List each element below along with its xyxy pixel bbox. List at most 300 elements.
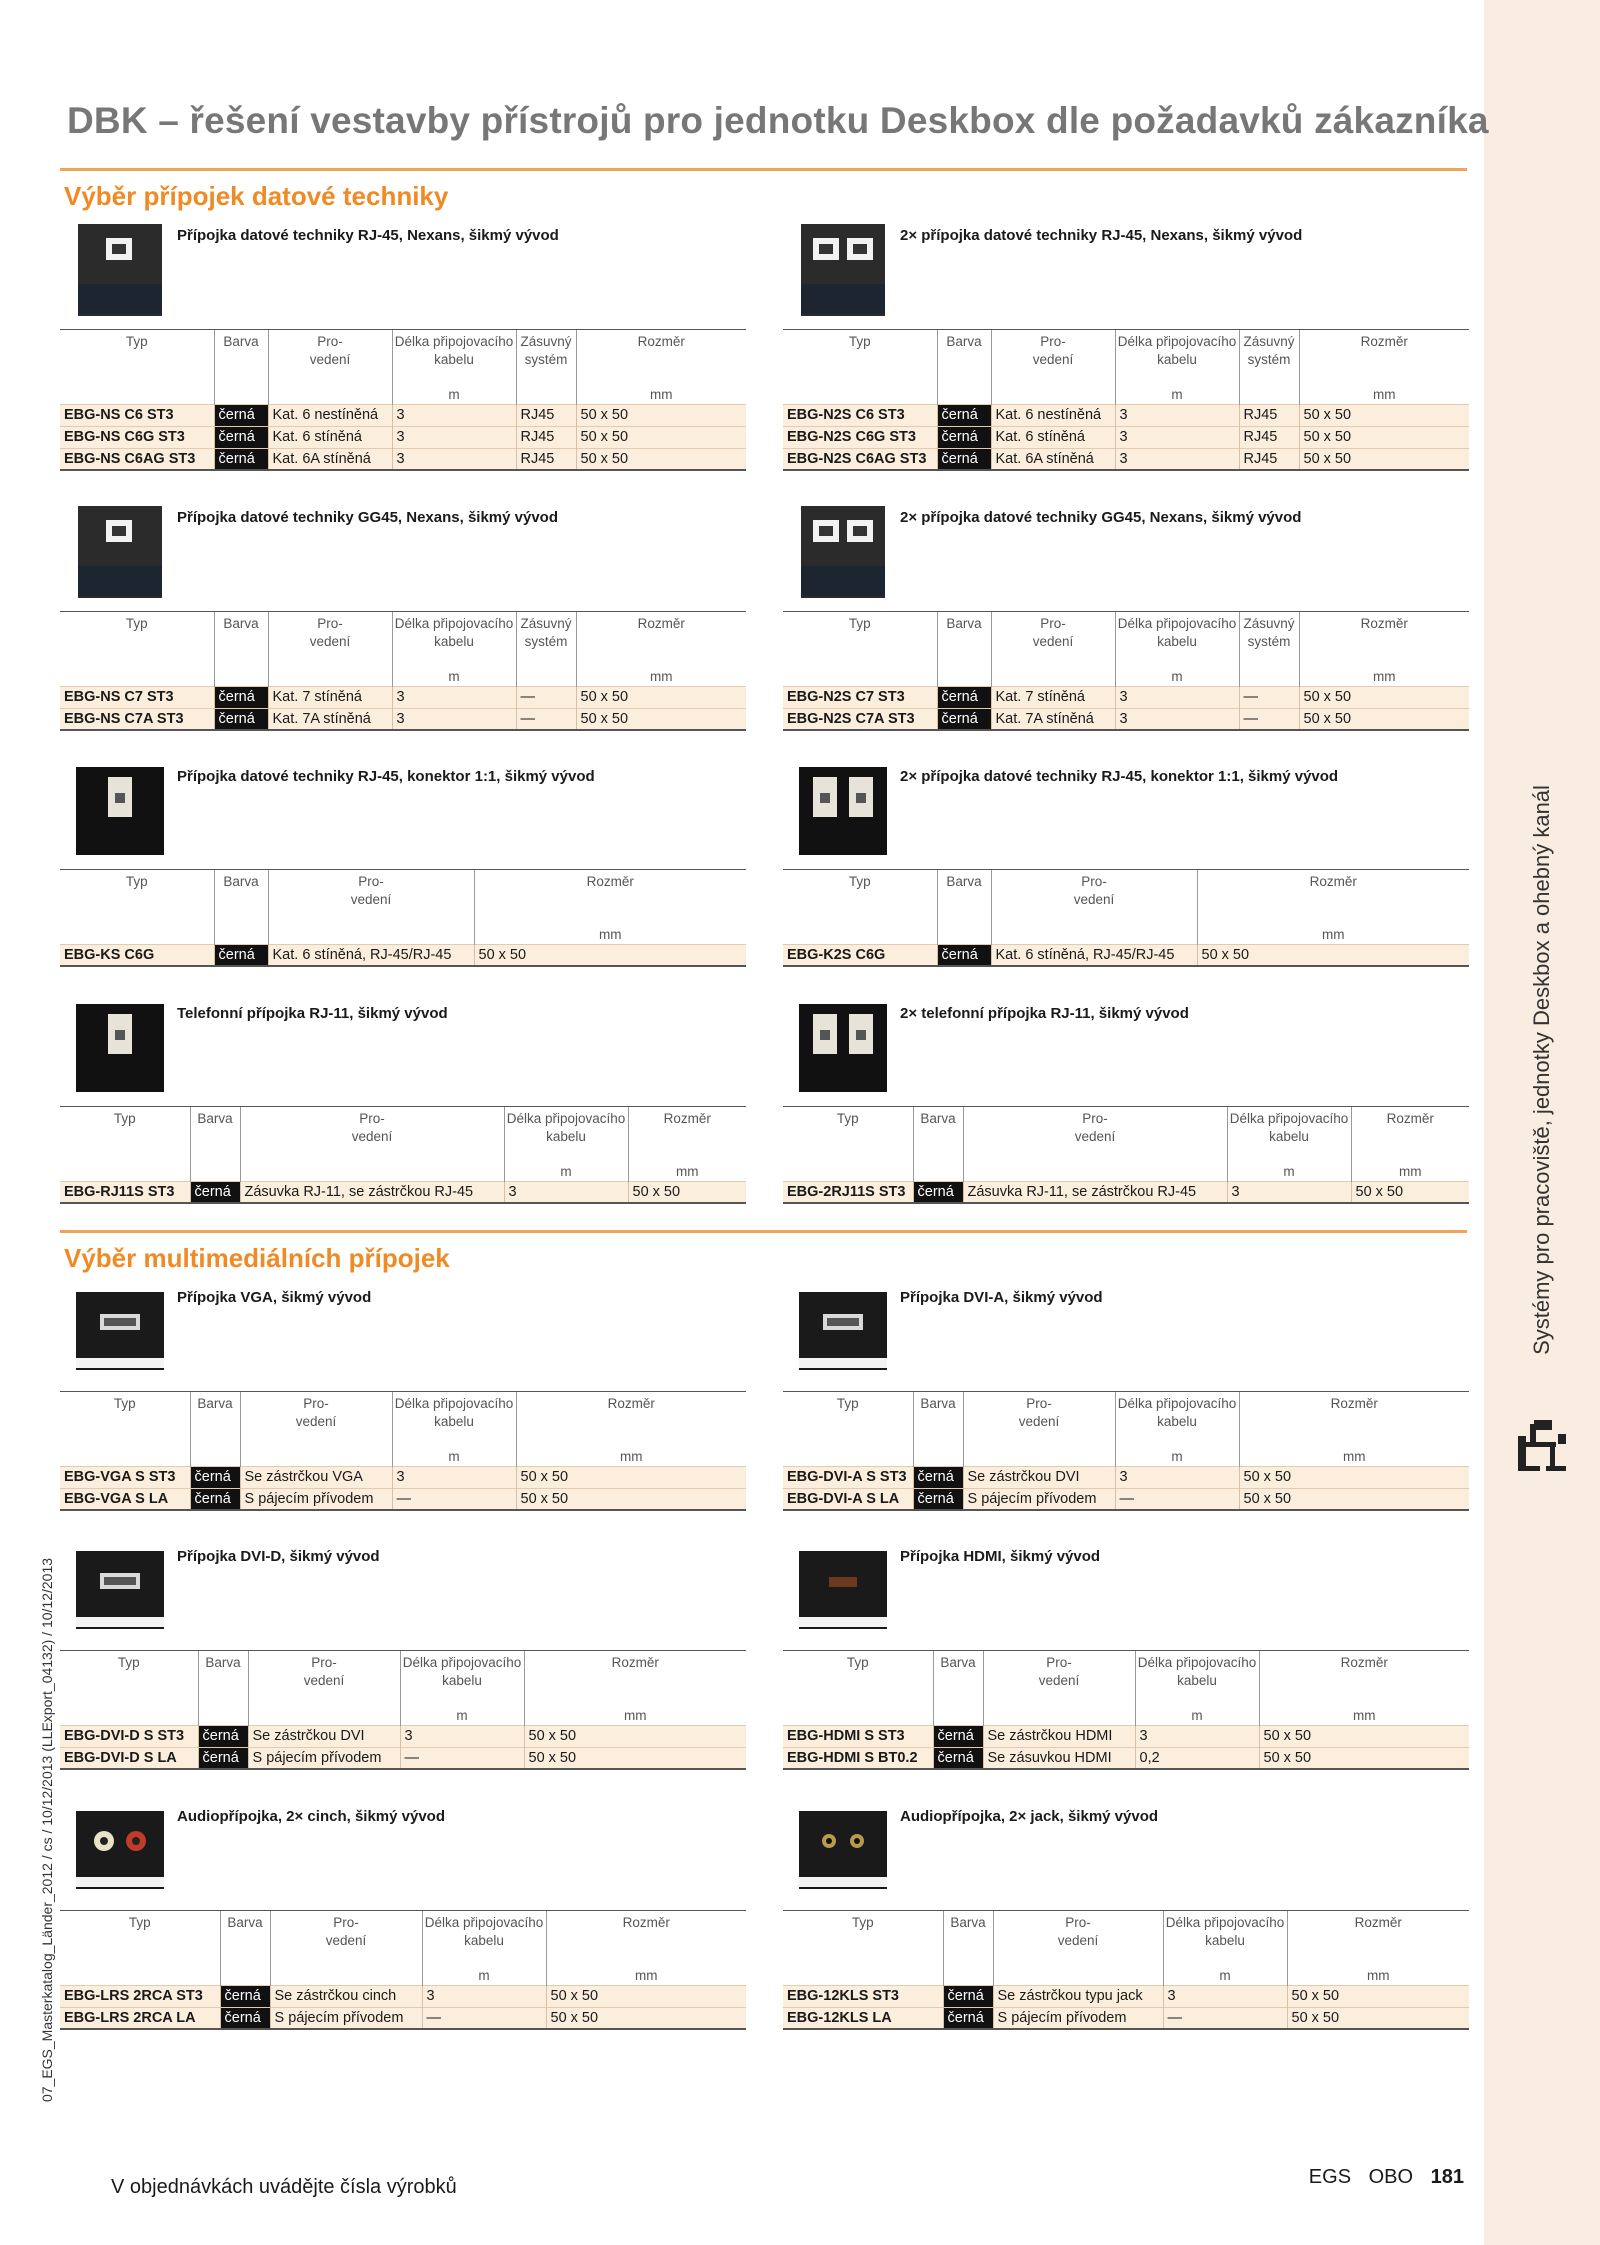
- column-unit: m: [1135, 1707, 1259, 1726]
- column-header: Pro- vedení: [268, 870, 474, 926]
- table-cell: 3: [392, 448, 516, 470]
- column-header: Barva: [214, 330, 268, 386]
- column-unit: [270, 1967, 422, 1986]
- title-divider: [60, 168, 1467, 171]
- column-header: Rozměr: [1299, 330, 1469, 386]
- table-cell: —: [400, 1747, 524, 1769]
- column-unit: [937, 386, 991, 405]
- vga-module-icon: [72, 1284, 168, 1380]
- column-unit: [963, 1163, 1227, 1182]
- product-table: [60, 329, 746, 471]
- table-cell: 3: [400, 1725, 524, 1747]
- table-cell: černá: [190, 1488, 240, 1510]
- column-unit: mm: [1351, 1163, 1469, 1182]
- table-cell: 3: [1115, 1466, 1239, 1488]
- article-number: EBG-NS C6 ST3: [60, 404, 214, 426]
- article-number: EBG-N2S C6AG ST3: [783, 448, 937, 470]
- table-cell: 50 x 50: [524, 1747, 746, 1769]
- table-cell: Kat. 6 stíněná, RJ-45/RJ-45: [268, 944, 474, 966]
- column-unit: [783, 668, 937, 687]
- rj45-double-module-icon: [795, 222, 891, 318]
- column-unit: [214, 926, 268, 945]
- table-row: [60, 686, 746, 708]
- table-cell: Kat. 7 stíněná: [991, 686, 1115, 708]
- column-unit: [248, 1707, 400, 1726]
- column-unit: [963, 1448, 1115, 1467]
- column-header: Barva: [937, 612, 991, 668]
- column-unit: m: [392, 386, 516, 405]
- column-header: Pro- vedení: [991, 330, 1115, 386]
- article-number: EBG-DVI-A S ST3: [783, 1466, 913, 1488]
- column-header: Délka připojovacího kabelu: [400, 1651, 524, 1707]
- hdmi-module-icon: [795, 1543, 891, 1639]
- column-header: Typ: [783, 870, 937, 926]
- gg45-double-module-icon: [795, 504, 891, 600]
- article-number: EBG-N2S C6G ST3: [783, 426, 937, 448]
- table-cell: 50 x 50: [576, 708, 746, 730]
- table-cell: —: [1163, 2007, 1287, 2029]
- table-cell: 3: [504, 1181, 628, 1203]
- product-table: [783, 1391, 1469, 1511]
- product-table: [60, 1650, 746, 1770]
- column-header: Typ: [783, 1911, 943, 1967]
- table-cell: 3: [1115, 686, 1239, 708]
- column-header: Rozměr: [1197, 870, 1469, 926]
- column-unit: m: [422, 1967, 546, 1986]
- table-cell: černá: [937, 426, 991, 448]
- table-cell: Kat. 6 nestíněná: [991, 404, 1115, 426]
- article-number: EBG-NS C7 ST3: [60, 686, 214, 708]
- table-cell: S pájecím přívodem: [963, 1488, 1115, 1510]
- table-cell: Se zástrčkou VGA: [240, 1466, 392, 1488]
- column-header: Pro- vedení: [248, 1651, 400, 1707]
- product-table: [60, 1106, 746, 1204]
- table-cell: černá: [933, 1747, 983, 1769]
- column-unit: mm: [1197, 926, 1469, 945]
- table-cell: 50 x 50: [576, 686, 746, 708]
- table-cell: 3: [422, 1985, 546, 2007]
- table-cell: černá: [220, 1985, 270, 2007]
- product-title: Audiopřípojka, 2× jack, šikmý vývod: [900, 1808, 1159, 1825]
- table-cell: černá: [937, 944, 991, 966]
- column-unit: mm: [576, 386, 746, 405]
- dvi-a-module-icon: [795, 1284, 891, 1380]
- section-title-data: Výběr přípojek datové techniky: [64, 181, 449, 211]
- table-row: [60, 1985, 746, 2007]
- column-unit: [783, 926, 937, 945]
- table-cell: RJ45: [1239, 404, 1299, 426]
- column-unit: mm: [516, 1448, 746, 1467]
- table-cell: —: [1115, 1488, 1239, 1510]
- table-row: [60, 426, 746, 448]
- column-header: Barva: [214, 870, 268, 926]
- table-cell: 50 x 50: [1287, 1985, 1469, 2007]
- article-number: EBG-DVI-D S ST3: [60, 1725, 198, 1747]
- table-cell: 50 x 50: [1239, 1466, 1469, 1488]
- article-number: EBG-K2S C6G: [783, 944, 937, 966]
- column-header: Typ: [783, 612, 937, 668]
- column-header: Délka připojovacího kabelu: [1135, 1651, 1259, 1707]
- column-unit: [1239, 386, 1299, 405]
- column-header: Barva: [943, 1911, 993, 1967]
- column-header: Typ: [60, 1911, 220, 1967]
- column-unit: [783, 1163, 913, 1182]
- column-unit: [783, 1707, 933, 1726]
- product-title: Přípojka VGA, šikmý vývod: [177, 1289, 372, 1306]
- table-cell: RJ45: [516, 426, 576, 448]
- column-unit: [913, 1448, 963, 1467]
- column-unit: [913, 1163, 963, 1182]
- column-header: Rozměr: [474, 870, 746, 926]
- column-unit: [60, 1163, 190, 1182]
- column-header: Barva: [220, 1911, 270, 1967]
- column-header: Délka připojovacího kabelu: [392, 612, 516, 668]
- column-unit: [190, 1448, 240, 1467]
- footer-brand-obo: OBO: [1368, 2166, 1414, 2188]
- column-unit: [60, 926, 214, 945]
- table-row: [60, 1488, 746, 1510]
- dvi-d-module-icon: [72, 1543, 168, 1639]
- product-title: Audiopřípojka, 2× cinch, šikmý vývod: [177, 1808, 446, 1825]
- column-header: Pro- vedení: [240, 1107, 504, 1163]
- column-unit: [268, 926, 474, 945]
- table-cell: 50 x 50: [516, 1488, 746, 1510]
- article-number: EBG-NS C6G ST3: [60, 426, 214, 448]
- column-unit: [268, 386, 392, 405]
- workstation-icon: [1516, 1416, 1570, 1474]
- table-cell: S pájecím přívodem: [248, 1747, 400, 1769]
- table-cell: Zásuvka RJ-11, se zástrčkou RJ-45: [963, 1181, 1227, 1203]
- column-unit: mm: [1287, 1967, 1469, 1986]
- table-cell: Kat. 6A stíněná: [268, 448, 392, 470]
- column-unit: [516, 386, 576, 405]
- table-row: [783, 1181, 1469, 1203]
- table-row: [783, 1725, 1469, 1747]
- table-cell: černá: [913, 1181, 963, 1203]
- article-number: EBG-RJ11S ST3: [60, 1181, 190, 1203]
- column-unit: [240, 1163, 504, 1182]
- column-header: Barva: [190, 1107, 240, 1163]
- column-header: Barva: [937, 330, 991, 386]
- product-title: Telefonní přípojka RJ-11, šikmý vývod: [177, 1005, 448, 1022]
- column-unit: m: [504, 1163, 628, 1182]
- column-unit: [783, 1448, 913, 1467]
- column-header: Délka připojovacího kabelu: [1115, 612, 1239, 668]
- article-number: EBG-12KLS LA: [783, 2007, 943, 2029]
- table-cell: 50 x 50: [1259, 1747, 1469, 1769]
- column-unit: [60, 668, 214, 687]
- article-number: EBG-VGA S ST3: [60, 1466, 190, 1488]
- table-cell: Kat. 6 stíněná, RJ-45/RJ-45: [991, 944, 1197, 966]
- column-header: Typ: [60, 330, 214, 386]
- column-header: Pro- vedení: [991, 612, 1115, 668]
- table-cell: černá: [198, 1725, 248, 1747]
- column-header: Barva: [933, 1651, 983, 1707]
- table-cell: černá: [214, 448, 268, 470]
- column-header: Délka připojovacího kabelu: [1227, 1107, 1351, 1163]
- column-header: Rozměr: [516, 1392, 746, 1448]
- column-header: Barva: [913, 1392, 963, 1448]
- table-cell: 50 x 50: [1287, 2007, 1469, 2029]
- table-cell: RJ45: [1239, 448, 1299, 470]
- table-cell: 3: [392, 708, 516, 730]
- table-cell: 50 x 50: [576, 448, 746, 470]
- column-header: Pro- vedení: [963, 1107, 1227, 1163]
- table-row: [783, 1466, 1469, 1488]
- table-cell: 50 x 50: [1299, 708, 1469, 730]
- column-unit: mm: [1299, 668, 1469, 687]
- column-unit: mm: [474, 926, 746, 945]
- column-unit: [993, 1967, 1163, 1986]
- column-header: Délka připojovacího kabelu: [392, 1392, 516, 1448]
- product-title: 2× telefonní přípojka RJ-11, šikmý vývod: [900, 1005, 1189, 1022]
- column-unit: m: [392, 668, 516, 687]
- table-cell: černá: [214, 404, 268, 426]
- page-number: 181: [1430, 2166, 1464, 2188]
- column-unit: [198, 1707, 248, 1726]
- column-header: Typ: [783, 1651, 933, 1707]
- product-title: 2× přípojka datové techniky RJ-45, Nexans, šikmý vývod: [900, 227, 1303, 244]
- column-unit: [943, 1967, 993, 1986]
- table-row: [783, 448, 1469, 470]
- column-unit: [268, 668, 392, 687]
- table-cell: Kat. 6 stíněná: [268, 426, 392, 448]
- column-header: Pro- vedení: [270, 1911, 422, 1967]
- footer-brand: [1309, 2166, 1464, 2189]
- column-unit: [937, 926, 991, 945]
- column-header: Zásuvný systém: [516, 612, 576, 668]
- column-header: Pro- vedení: [268, 612, 392, 668]
- table-cell: černá: [943, 1985, 993, 2007]
- table-cell: Kat. 6 stíněná: [991, 426, 1115, 448]
- table-cell: 50 x 50: [1259, 1725, 1469, 1747]
- column-header: Pro- vedení: [240, 1392, 392, 1448]
- table-cell: černá: [214, 426, 268, 448]
- table-cell: Kat. 7 stíněná: [268, 686, 392, 708]
- column-header: Rozměr: [524, 1651, 746, 1707]
- article-number: EBG-N2S C7 ST3: [783, 686, 937, 708]
- table-cell: 3: [1227, 1181, 1351, 1203]
- column-unit: [783, 1967, 943, 1986]
- table-cell: Zásuvka RJ-11, se zástrčkou RJ-45: [240, 1181, 504, 1203]
- column-unit: m: [392, 1448, 516, 1467]
- table-cell: RJ45: [1239, 426, 1299, 448]
- table-cell: 50 x 50: [1299, 426, 1469, 448]
- page-title: DBK – řešení vestavby přístrojů pro jednotku Deskbox dle požadavků zákazníka: [67, 100, 1489, 141]
- product-table: [60, 869, 746, 967]
- table-cell: 50 x 50: [524, 1725, 746, 1747]
- table-cell: 50 x 50: [1197, 944, 1469, 966]
- column-header: Rozměr: [1287, 1911, 1469, 1967]
- column-unit: mm: [576, 668, 746, 687]
- table-cell: černá: [937, 686, 991, 708]
- article-number: EBG-KS C6G: [60, 944, 214, 966]
- article-number: EBG-NS C7A ST3: [60, 708, 214, 730]
- jack-module-icon: [795, 1803, 891, 1899]
- rj11-double-module-icon: [795, 1000, 891, 1096]
- column-header: Pro- vedení: [268, 330, 392, 386]
- column-unit: [516, 668, 576, 687]
- column-unit: mm: [1239, 1448, 1469, 1467]
- column-header: Barva: [214, 612, 268, 668]
- column-unit: [60, 386, 214, 405]
- table-row: [60, 1466, 746, 1488]
- column-unit: [60, 1448, 190, 1467]
- gg45-single-module-icon: [72, 504, 168, 600]
- column-unit: [190, 1163, 240, 1182]
- column-header: Barva: [913, 1107, 963, 1163]
- table-row: [60, 448, 746, 470]
- table-cell: černá: [937, 448, 991, 470]
- column-unit: [991, 926, 1197, 945]
- column-header: Délka připojovacího kabelu: [1163, 1911, 1287, 1967]
- column-unit: mm: [1299, 386, 1469, 405]
- table-cell: 3: [392, 404, 516, 426]
- column-unit: m: [400, 1707, 524, 1726]
- column-header: Rozměr: [628, 1107, 746, 1163]
- column-unit: mm: [524, 1707, 746, 1726]
- table-row: [60, 1725, 746, 1747]
- table-cell: 50 x 50: [1299, 686, 1469, 708]
- table-cell: Se zástrčkou HDMI: [983, 1725, 1135, 1747]
- article-number: EBG-NS C6AG ST3: [60, 448, 214, 470]
- section-divider: [60, 1230, 1467, 1233]
- table-row: [60, 708, 746, 730]
- table-cell: 50 x 50: [546, 1985, 746, 2007]
- table-cell: 50 x 50: [1239, 1488, 1469, 1510]
- table-cell: —: [1239, 708, 1299, 730]
- article-number: EBG-DVI-A S LA: [783, 1488, 913, 1510]
- product-title: Přípojka DVI-A, šikmý vývod: [900, 1289, 1103, 1306]
- table-cell: černá: [214, 708, 268, 730]
- table-row: [60, 2007, 746, 2029]
- product-table: [60, 1391, 746, 1511]
- table-cell: Se zástrčkou typu jack: [993, 1985, 1163, 2007]
- table-cell: 50 x 50: [1351, 1181, 1469, 1203]
- table-cell: černá: [937, 708, 991, 730]
- column-unit: mm: [546, 1967, 746, 1986]
- table-cell: 50 x 50: [474, 944, 746, 966]
- product-table: [60, 611, 746, 731]
- column-header: Délka připojovacího kabelu: [1115, 330, 1239, 386]
- article-number: EBG-LRS 2RCA ST3: [60, 1985, 220, 2007]
- rj45-coupler-single-icon: [72, 763, 168, 859]
- table-cell: Se zástrčkou cinch: [270, 1985, 422, 2007]
- table-row: [783, 1747, 1469, 1769]
- table-cell: S pájecím přívodem: [993, 2007, 1163, 2029]
- table-cell: černá: [190, 1466, 240, 1488]
- column-header: Typ: [60, 1392, 190, 1448]
- product-title: 2× přípojka datové techniky RJ-45, konektor 1:1, šikmý vývod: [900, 768, 1339, 785]
- product-title: Přípojka DVI-D, šikmý vývod: [177, 1548, 380, 1565]
- column-unit: mm: [1259, 1707, 1469, 1726]
- table-row: [783, 1985, 1469, 2007]
- table-cell: 50 x 50: [1299, 404, 1469, 426]
- table-row: [783, 404, 1469, 426]
- table-cell: 3: [1115, 448, 1239, 470]
- table-cell: 3: [1163, 1985, 1287, 2007]
- column-header: Rozměr: [576, 330, 746, 386]
- column-unit: [240, 1448, 392, 1467]
- column-unit: mm: [628, 1163, 746, 1182]
- rj45-single-module-icon: [72, 222, 168, 318]
- table-cell: S pájecím přívodem: [240, 1488, 392, 1510]
- column-unit: [1239, 668, 1299, 687]
- column-unit: [937, 668, 991, 687]
- column-unit: m: [1227, 1163, 1351, 1182]
- column-unit: m: [1163, 1967, 1287, 1986]
- table-row: [783, 708, 1469, 730]
- column-header: Typ: [783, 330, 937, 386]
- table-row: [60, 1181, 746, 1203]
- table-cell: Se zástrčkou DVI: [963, 1466, 1115, 1488]
- column-header: Typ: [60, 870, 214, 926]
- article-number: EBG-N2S C6 ST3: [783, 404, 937, 426]
- column-header: Délka připojovacího kabelu: [1115, 1392, 1239, 1448]
- column-header: Rozměr: [1239, 1392, 1469, 1448]
- table-cell: 3: [392, 686, 516, 708]
- column-unit: [214, 668, 268, 687]
- table-cell: Kat. 6 nestíněná: [268, 404, 392, 426]
- column-unit: [783, 386, 937, 405]
- table-cell: černá: [198, 1747, 248, 1769]
- column-header: Pro- vedení: [993, 1911, 1163, 1967]
- article-number: EBG-HDMI S ST3: [783, 1725, 933, 1747]
- table-cell: černá: [214, 686, 268, 708]
- column-header: Zásuvný systém: [1239, 612, 1299, 668]
- footer-brand-egs: EGS: [1308, 2166, 1352, 2188]
- column-unit: [60, 1967, 220, 1986]
- column-unit: [933, 1707, 983, 1726]
- table-cell: 50 x 50: [576, 426, 746, 448]
- table-row: [783, 686, 1469, 708]
- product-table: [783, 329, 1469, 471]
- product-table: [783, 1650, 1469, 1770]
- document-code: 07_EGS_Masterkatalog_Länder_2012 / cs / 10/12/2013 (LLExport_04132) / 10/12/2013: [39, 1557, 55, 2103]
- table-cell: 50 x 50: [516, 1466, 746, 1488]
- table-cell: 0,2: [1135, 1747, 1259, 1769]
- table-cell: —: [1239, 686, 1299, 708]
- column-unit: [991, 386, 1115, 405]
- table-cell: černá: [933, 1725, 983, 1747]
- table-cell: —: [516, 686, 576, 708]
- column-header: Zásuvný systém: [1239, 330, 1299, 386]
- rj11-single-module-icon: [72, 1000, 168, 1096]
- table-cell: 3: [1115, 404, 1239, 426]
- table-cell: S pájecím přívodem: [270, 2007, 422, 2029]
- table-cell: černá: [943, 2007, 993, 2029]
- article-number: EBG-12KLS ST3: [783, 1985, 943, 2007]
- table-cell: Kat. 6A stíněná: [991, 448, 1115, 470]
- article-number: EBG-2RJ11S ST3: [783, 1181, 913, 1203]
- table-cell: 50 x 50: [546, 2007, 746, 2029]
- column-header: Délka připojovacího kabelu: [504, 1107, 628, 1163]
- table-row: [783, 2007, 1469, 2029]
- column-header: Barva: [198, 1651, 248, 1707]
- product-title: Přípojka HDMI, šikmý vývod: [900, 1548, 1101, 1565]
- table-cell: Kat. 7A stíněná: [268, 708, 392, 730]
- product-title: 2× přípojka datové techniky GG45, Nexans, šikmý vývod: [900, 509, 1302, 526]
- column-header: Zásuvný systém: [516, 330, 576, 386]
- product-table: [783, 869, 1469, 967]
- column-unit: m: [1115, 1448, 1239, 1467]
- product-table: [783, 1106, 1469, 1204]
- article-number: EBG-HDMI S BT0.2: [783, 1747, 933, 1769]
- column-header: Rozměr: [1351, 1107, 1469, 1163]
- table-row: [60, 1747, 746, 1769]
- table-cell: 3: [1115, 708, 1239, 730]
- column-unit: [991, 668, 1115, 687]
